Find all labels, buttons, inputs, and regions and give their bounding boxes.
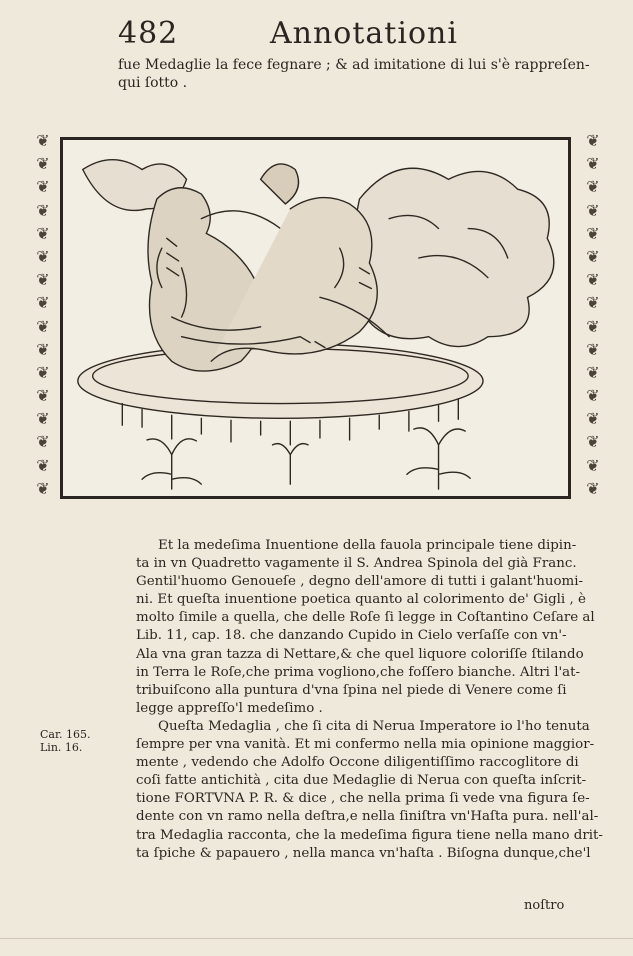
ornament-glyph: ❦ bbox=[586, 223, 600, 243]
text-line: legge appreſſo'l medeſimo . bbox=[136, 700, 323, 716]
text-line: Lib. 11, cap. 18. che danzando Cupido in Cielo verſaſſe con vn'- bbox=[136, 628, 567, 644]
ornament-glyph: ❦ bbox=[36, 223, 50, 243]
ornament-glyph: ❦ bbox=[586, 478, 600, 498]
margin-note: Car. 165. Lin. 16. bbox=[40, 728, 91, 754]
text-line: ni. Et queſta inuentione poetica quanto al colorimento de' Gigli , è bbox=[136, 592, 586, 608]
ornament-glyph: ❦ bbox=[36, 409, 50, 429]
ornament-glyph: ❦ bbox=[586, 293, 600, 313]
text-line: Ala vna gran tazza di Nettare,& che quel liquore coloriſſe ſtilando bbox=[136, 646, 584, 662]
ornament-glyph: ❦ bbox=[36, 154, 50, 174]
page-header bbox=[118, 16, 458, 54]
ornament-glyph: ❦ bbox=[586, 432, 600, 452]
ornament-glyph: ❦ bbox=[586, 177, 600, 197]
text-line: mente , vedendo che Adolfo Occone diligentiſſimo raccoglitore di bbox=[136, 755, 579, 771]
ornament-glyph: ❦ bbox=[586, 246, 600, 266]
ornament-glyph: ❦ bbox=[36, 316, 50, 336]
ornament-glyph: ❦ bbox=[586, 362, 600, 382]
ornament-glyph: ❦ bbox=[36, 246, 50, 266]
ornament-glyph: ❦ bbox=[36, 270, 50, 290]
text-line: molto ſimile a quella, che delle Roſe ſi legge in Coſtantino Ceſare al bbox=[136, 610, 595, 626]
body-text bbox=[136, 537, 628, 863]
paragraph bbox=[136, 537, 628, 718]
text-line: tra Medaglia racconta, che la medeſima figura tiene nella mano drit- bbox=[136, 827, 603, 843]
ornament-glyph: ❦ bbox=[36, 478, 50, 498]
ornament-glyph: ❦ bbox=[36, 386, 50, 406]
right-ornament-border bbox=[578, 131, 608, 498]
running-title: Annotationi bbox=[270, 16, 458, 51]
ornament-glyph: ❦ bbox=[586, 154, 600, 174]
intro-text: fue Medaglie la fece fegnare ; & ad imitatione di lui s'è rappreſen- qui ſotto . bbox=[118, 57, 590, 91]
ornament-glyph: ❦ bbox=[586, 270, 600, 290]
text-line: Gentil'huomo Genoueſe , degno dell'amore di tutti i galant'huomi- bbox=[136, 574, 584, 590]
bottom-rule bbox=[0, 938, 633, 939]
ornament-glyph: ❦ bbox=[36, 131, 50, 150]
text-line: tribuiſcono alla puntura d'vna ſpina nel piede di Venere come ſi bbox=[136, 682, 567, 698]
page-number: 482 bbox=[118, 16, 179, 51]
ornament-glyph: ❦ bbox=[36, 339, 50, 359]
ornament-glyph: ❦ bbox=[586, 200, 600, 220]
ornament-glyph: ❦ bbox=[586, 131, 600, 150]
paragraph bbox=[136, 718, 628, 863]
text-line: Queſta Medaglia , che ſi cita di Nerua Imperatore io l'ho tenuta bbox=[158, 718, 590, 734]
ornament-glyph: ❦ bbox=[586, 409, 600, 429]
text-line: dente con vn ramo nella deſtra,e nella ſiniſtra vn'Haſta pura. nell'al- bbox=[136, 809, 599, 825]
ornament-glyph: ❦ bbox=[36, 200, 50, 220]
ornament-glyph: ❦ bbox=[36, 293, 50, 313]
ornament-glyph: ❦ bbox=[586, 316, 600, 336]
text-line: ta in vn Quadretto vagamente il S. Andrea Spinola del già Franc. bbox=[136, 556, 577, 572]
ornament-glyph: ❦ bbox=[586, 339, 600, 359]
ornament-glyph: ❦ bbox=[586, 386, 600, 406]
ornament-glyph: ❦ bbox=[36, 432, 50, 452]
left-ornament-border bbox=[28, 131, 58, 498]
text-line: ſempre per vna vanità. Et mi confermo nella mia opinione maggior- bbox=[136, 737, 595, 753]
text-line: tione FORTVNA P. R. & dice , che nella prima ſi vede vna figura ſe- bbox=[136, 791, 590, 807]
ornament-glyph: ❦ bbox=[36, 177, 50, 197]
ornament-glyph: ❦ bbox=[586, 455, 600, 475]
text-line: ta ſpiche & papauero , nella manca vn'haſta . Biſogna dunque,che'l bbox=[136, 845, 591, 861]
woodcut-drawing bbox=[63, 140, 568, 496]
ornament-glyph: ❦ bbox=[36, 455, 50, 475]
text-line: in Terra le Roſe,che prima vogliono,che foſſero bianche. Altri l'at- bbox=[136, 664, 581, 680]
woodcut-illustration bbox=[60, 137, 571, 499]
ornament-glyph: ❦ bbox=[36, 362, 50, 382]
catchword: noſtro bbox=[524, 898, 565, 913]
text-line: coſi fatte antichità , cita due Medaglie di Nerua con queſta inſcrit- bbox=[136, 773, 587, 789]
text-line: Et la medeſima Inuentione della fauola principale tiene dipin- bbox=[158, 538, 577, 553]
